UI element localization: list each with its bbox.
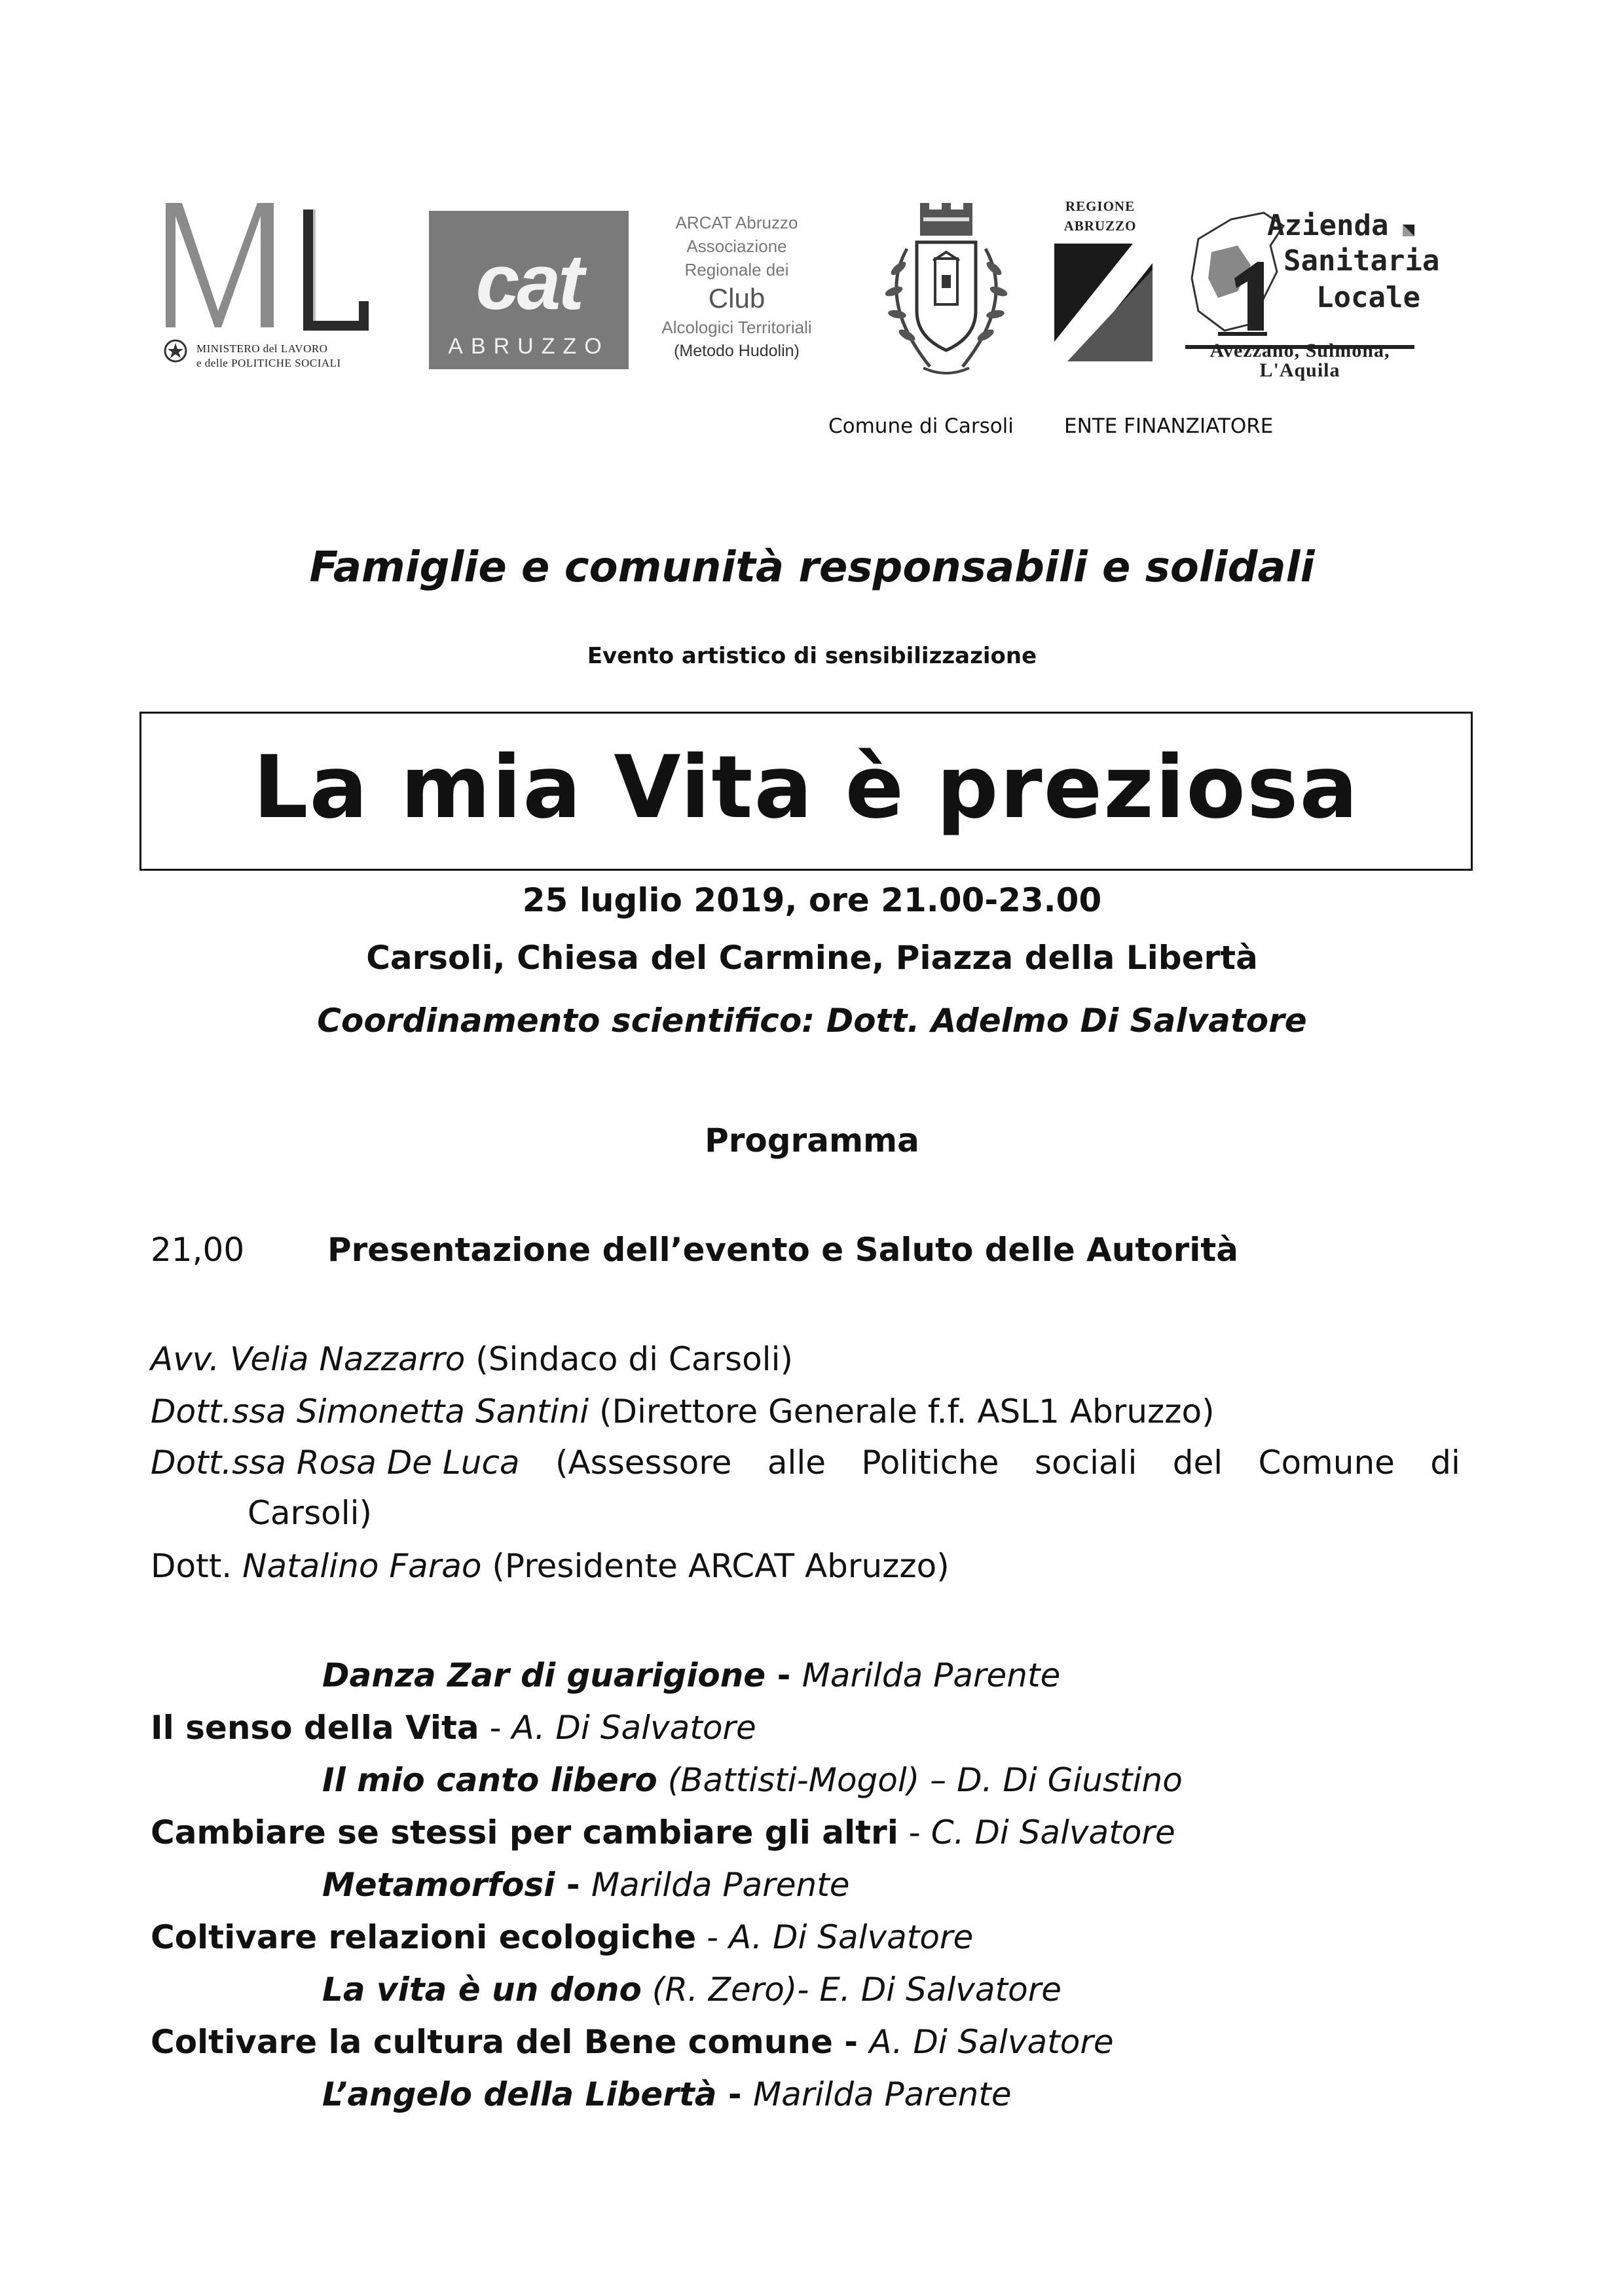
programme-opening: Presentazione dell’evento e Saluto delle Autorità xyxy=(327,1231,1239,1269)
arcat-line4: Club xyxy=(708,283,766,314)
item-title: Cambiare se stessi per cambiare gli altri xyxy=(151,1813,898,1851)
asl-location1: Avezzano, Sulmona, xyxy=(1209,340,1390,361)
item-title: La vita è un dono xyxy=(322,1971,642,2009)
event-headline: Famiglie e comunità responsabili e solidali xyxy=(309,543,1315,592)
speaker-1 xyxy=(151,1340,793,1378)
comune-caption: Comune di Carsoli xyxy=(828,414,1014,438)
programme-item-2 xyxy=(151,1709,756,1747)
speaker-name: Avv. Velia Nazzarro xyxy=(151,1340,466,1378)
speaker-name: Dott.ssa Simonetta Santini xyxy=(151,1393,589,1430)
ministero-caption xyxy=(196,342,380,371)
italian-republic-emblem-icon xyxy=(162,338,189,364)
asl-line2: Sanitaria xyxy=(1283,244,1440,278)
ente-finanziatore-caption: ENTE FINANZIATORE xyxy=(1064,414,1274,438)
speaker-role: (Presidente ARCAT Abruzzo) xyxy=(481,1547,950,1585)
speaker-role-word: Politiche xyxy=(861,1444,999,1482)
carsoli-coat-of-arms-icon xyxy=(858,196,1035,386)
speaker-role: (Sindaco di Carsoli) xyxy=(465,1340,793,1378)
arcat-line6: (Metodo Hudolin) xyxy=(674,342,800,360)
asl-location2: L'Aquila xyxy=(1259,359,1340,381)
item-title: Danza Zar di guarigione xyxy=(322,1656,766,1694)
item-author: A. Di Salvatore xyxy=(729,1918,974,1956)
ministero-caption-line1: MINISTERO del LAVORO xyxy=(196,342,328,355)
ministero-caption-line2: e delle POLITICHE SOCIALI xyxy=(196,357,341,369)
programme-heading: Programma xyxy=(705,1121,919,1159)
asl-line1: Azienda xyxy=(1267,209,1389,242)
item-title: Coltivare relazioni ecologiche xyxy=(151,1918,697,1956)
event-date: 25 luglio 2019, ore 21.00-23.00 xyxy=(522,881,1102,919)
programme-time: 21,00 xyxy=(151,1231,245,1269)
speaker-role-word: del xyxy=(1172,1444,1223,1482)
arcat-description xyxy=(638,211,835,363)
item-separator: - xyxy=(766,1656,802,1694)
arcat-line5: Alcologici Territoriali xyxy=(661,318,812,337)
item-author: Marilda Parente xyxy=(591,1866,850,1904)
event-subhead: Evento artistico di sensibilizzazione xyxy=(587,643,1037,669)
asl-line3: Locale xyxy=(1316,281,1420,314)
item-author: C. Di Salvatore xyxy=(931,1813,1175,1851)
event-title: La mia Vita è preziosa xyxy=(253,737,1359,838)
event-coordination: Coordinamento scientifico: Dott. Adelmo Di Salvatore xyxy=(317,1002,1307,1040)
item-separator: - xyxy=(555,1866,591,1904)
cat-logo-word: cat xyxy=(475,238,582,326)
speaker-role-word: Comune xyxy=(1258,1444,1395,1482)
item-separator: - xyxy=(479,1709,512,1747)
item-separator: - xyxy=(832,2023,870,2061)
speaker-3-continuation: Carsoli) xyxy=(248,1494,373,1532)
item-title: Coltivare la cultura del Bene comune xyxy=(151,2023,833,2061)
speaker-name: Natalino Farao xyxy=(242,1547,482,1585)
speaker-role-word: sociali xyxy=(1034,1444,1137,1482)
speaker-role: (Direttore Generale f.f. ASL1 Abruzzo) xyxy=(589,1393,1215,1430)
ml-monogram-icon xyxy=(162,196,372,334)
regione-line2: ABRUZZO xyxy=(1063,218,1137,234)
arcat-line2: Associazione xyxy=(686,236,787,256)
programme-item-6 xyxy=(151,1918,973,1956)
item-separator: - xyxy=(716,2075,754,2113)
item-title: Il senso della Vita xyxy=(151,1709,479,1747)
regione-abruzzo-title xyxy=(1048,196,1153,236)
item-author: A. Di Salvatore xyxy=(869,2023,1114,2061)
arcat-line3: Regionale dei xyxy=(684,260,789,280)
programme-item-3 xyxy=(322,1761,1183,1799)
item-author: Marilda Parente xyxy=(802,1656,1061,1694)
programme-item-9 xyxy=(322,2075,1012,2113)
regione-line1: REGIONE xyxy=(1065,198,1135,214)
item-title: Il mio canto libero xyxy=(322,1761,657,1799)
cat-abruzzo-logo xyxy=(429,211,629,369)
item-separator: - xyxy=(696,1918,729,1956)
item-title: L’angelo della Libertà xyxy=(322,2075,717,2113)
item-author: E. Di Salvatore xyxy=(819,1971,1062,2009)
programme-item-8 xyxy=(151,2023,1114,2061)
speaker-3 xyxy=(151,1444,1460,1482)
item-author: Marilda Parente xyxy=(753,2075,1012,2113)
item-title: Metamorfosi xyxy=(322,1866,555,1904)
speaker-prefix: Dott. xyxy=(151,1547,243,1585)
speaker-role-word: di xyxy=(1430,1444,1460,1482)
arcat-line1: ARCAT Abruzzo xyxy=(675,213,798,232)
programme-item-4 xyxy=(151,1813,1175,1851)
item-separator: - xyxy=(898,1813,931,1851)
item-extra: (R. Zero)- xyxy=(641,1971,820,2009)
regione-abruzzo-emblem-icon xyxy=(1054,244,1153,361)
programme-item-5 xyxy=(322,1866,850,1904)
speaker-4 xyxy=(151,1547,950,1585)
speaker-role-word: alle xyxy=(767,1444,826,1482)
cat-logo-sub: ABRUZZO xyxy=(448,334,610,359)
speaker-name: Dott.ssa Rosa De Luca xyxy=(151,1444,520,1482)
event-place: Carsoli, Chiesa del Carmine, Piazza della Libertà xyxy=(366,939,1258,977)
item-author: D. Di Giustino xyxy=(957,1761,1183,1799)
item-author: A. Di Salvatore xyxy=(511,1709,756,1747)
item-extra: (Battisti-Mogol) – xyxy=(657,1761,957,1799)
speaker-2 xyxy=(151,1393,1215,1430)
programme-item-1 xyxy=(322,1656,1060,1694)
ministero-logo xyxy=(162,196,372,334)
programme-item-7 xyxy=(322,1971,1061,2009)
speaker-role-word: (Assessore xyxy=(555,1444,732,1482)
